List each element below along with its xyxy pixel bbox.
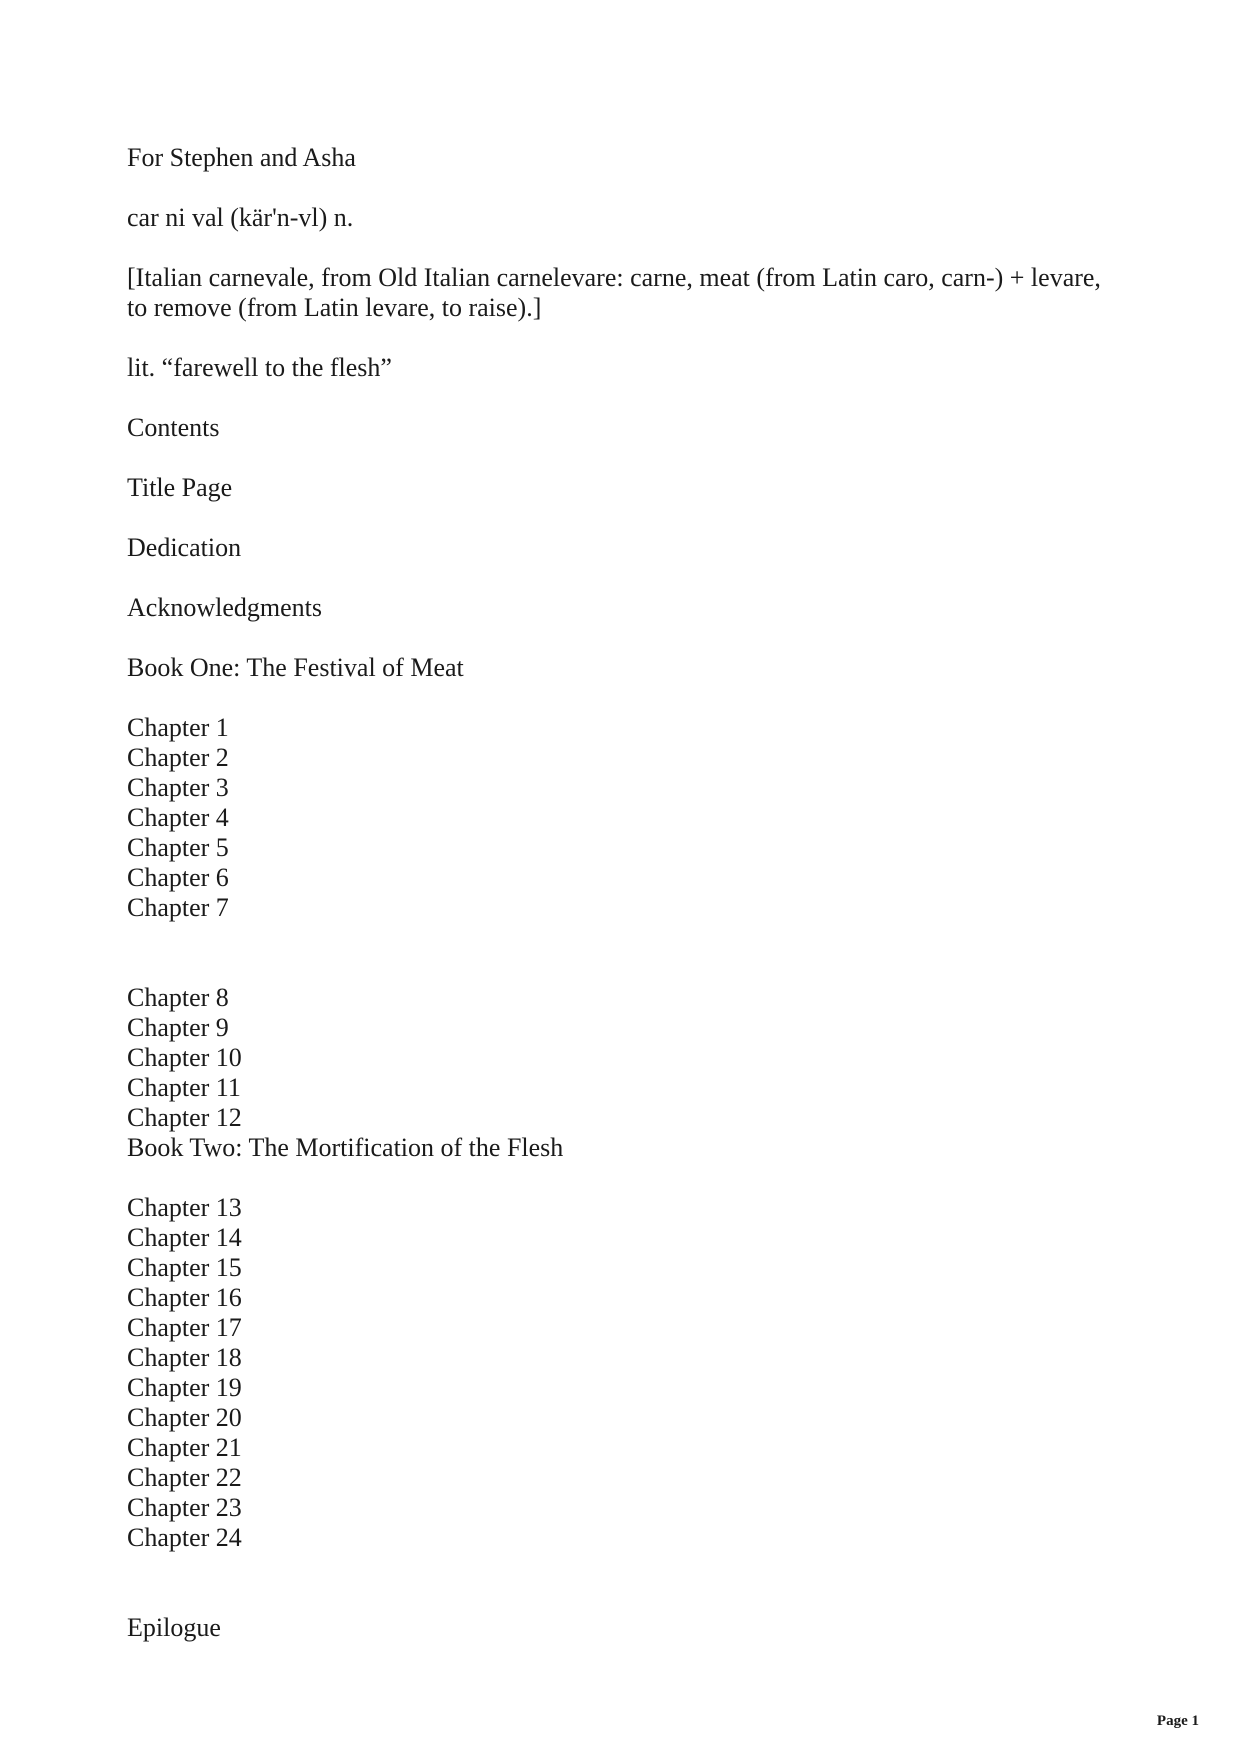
toc-chapter-entry: Chapter 20 [127,1403,242,1432]
toc-chapter-entry: Chapter 17 [127,1313,242,1342]
toc-entry-dedication: Dedication [127,533,242,562]
toc-chapter-entry: Chapter 9 [127,1013,229,1042]
definition-etymology: [Italian carnevale, from Old Italian carnelevare: carne, meat (from Latin caro, carn-) + levare, to remove (from Latin levare, to raise).] [127,263,1101,322]
toc-chapter-entry: Chapter 6 [127,863,229,892]
toc-chapter-entry: Chapter 5 [127,833,229,862]
toc-chapter-entry: Chapter 24 [127,1523,242,1552]
book-two-title: Book Two: The Mortification of the Flesh [127,1133,564,1162]
toc-chapter-entry: Chapter 13 [127,1193,242,1222]
contents-heading: Contents [127,413,220,442]
spacer [127,1163,1127,1193]
book-one-title: Book One: The Festival of Meat [127,653,464,682]
toc-entry-epilogue: Epilogue [127,1613,221,1642]
toc-chapter-entry: Chapter 23 [127,1493,242,1522]
toc-chapter-entry: Chapter 15 [127,1253,242,1282]
toc-chapter-entry: Chapter 8 [127,983,229,1012]
spacer [127,923,1127,983]
toc-chapter-entry: Chapter 2 [127,743,229,772]
toc-chapter-entry: Chapter 18 [127,1343,242,1372]
book-one-chapter-list-a [127,713,1127,923]
page-number: Page 1 [1156,1713,1199,1729]
book-two-chapter-list [127,1193,1127,1553]
toc-entry-acknowledgments: Acknowledgments [127,593,322,622]
book-one-chapter-list-b [127,983,1127,1163]
spacer [127,1553,1127,1613]
toc-chapter-entry: Chapter 4 [127,803,229,832]
toc-chapter-entry: Chapter 19 [127,1373,242,1402]
toc-chapter-entry: Chapter 7 [127,893,229,922]
toc-entry-title-page: Title Page [127,473,233,502]
toc-chapter-entry: Chapter 22 [127,1463,242,1492]
definition-headword: car ni val (kär'n-vl) n. [127,203,354,232]
document-page [127,143,1127,1673]
toc-chapter-entry: Chapter 12 [127,1103,242,1132]
toc-chapter-entry: Chapter 21 [127,1433,242,1462]
toc-chapter-entry: Chapter 3 [127,773,229,802]
toc-chapter-entry: Chapter 10 [127,1043,242,1072]
toc-chapter-entry: Chapter 11 [127,1073,241,1102]
toc-chapter-entry: Chapter 1 [127,713,229,742]
toc-chapter-entry: Chapter 14 [127,1223,242,1252]
dedication-text: For Stephen and Asha [127,143,356,172]
toc-chapter-entry: Chapter 16 [127,1283,242,1312]
definition-literal: lit. “farewell to the flesh” [127,353,392,382]
